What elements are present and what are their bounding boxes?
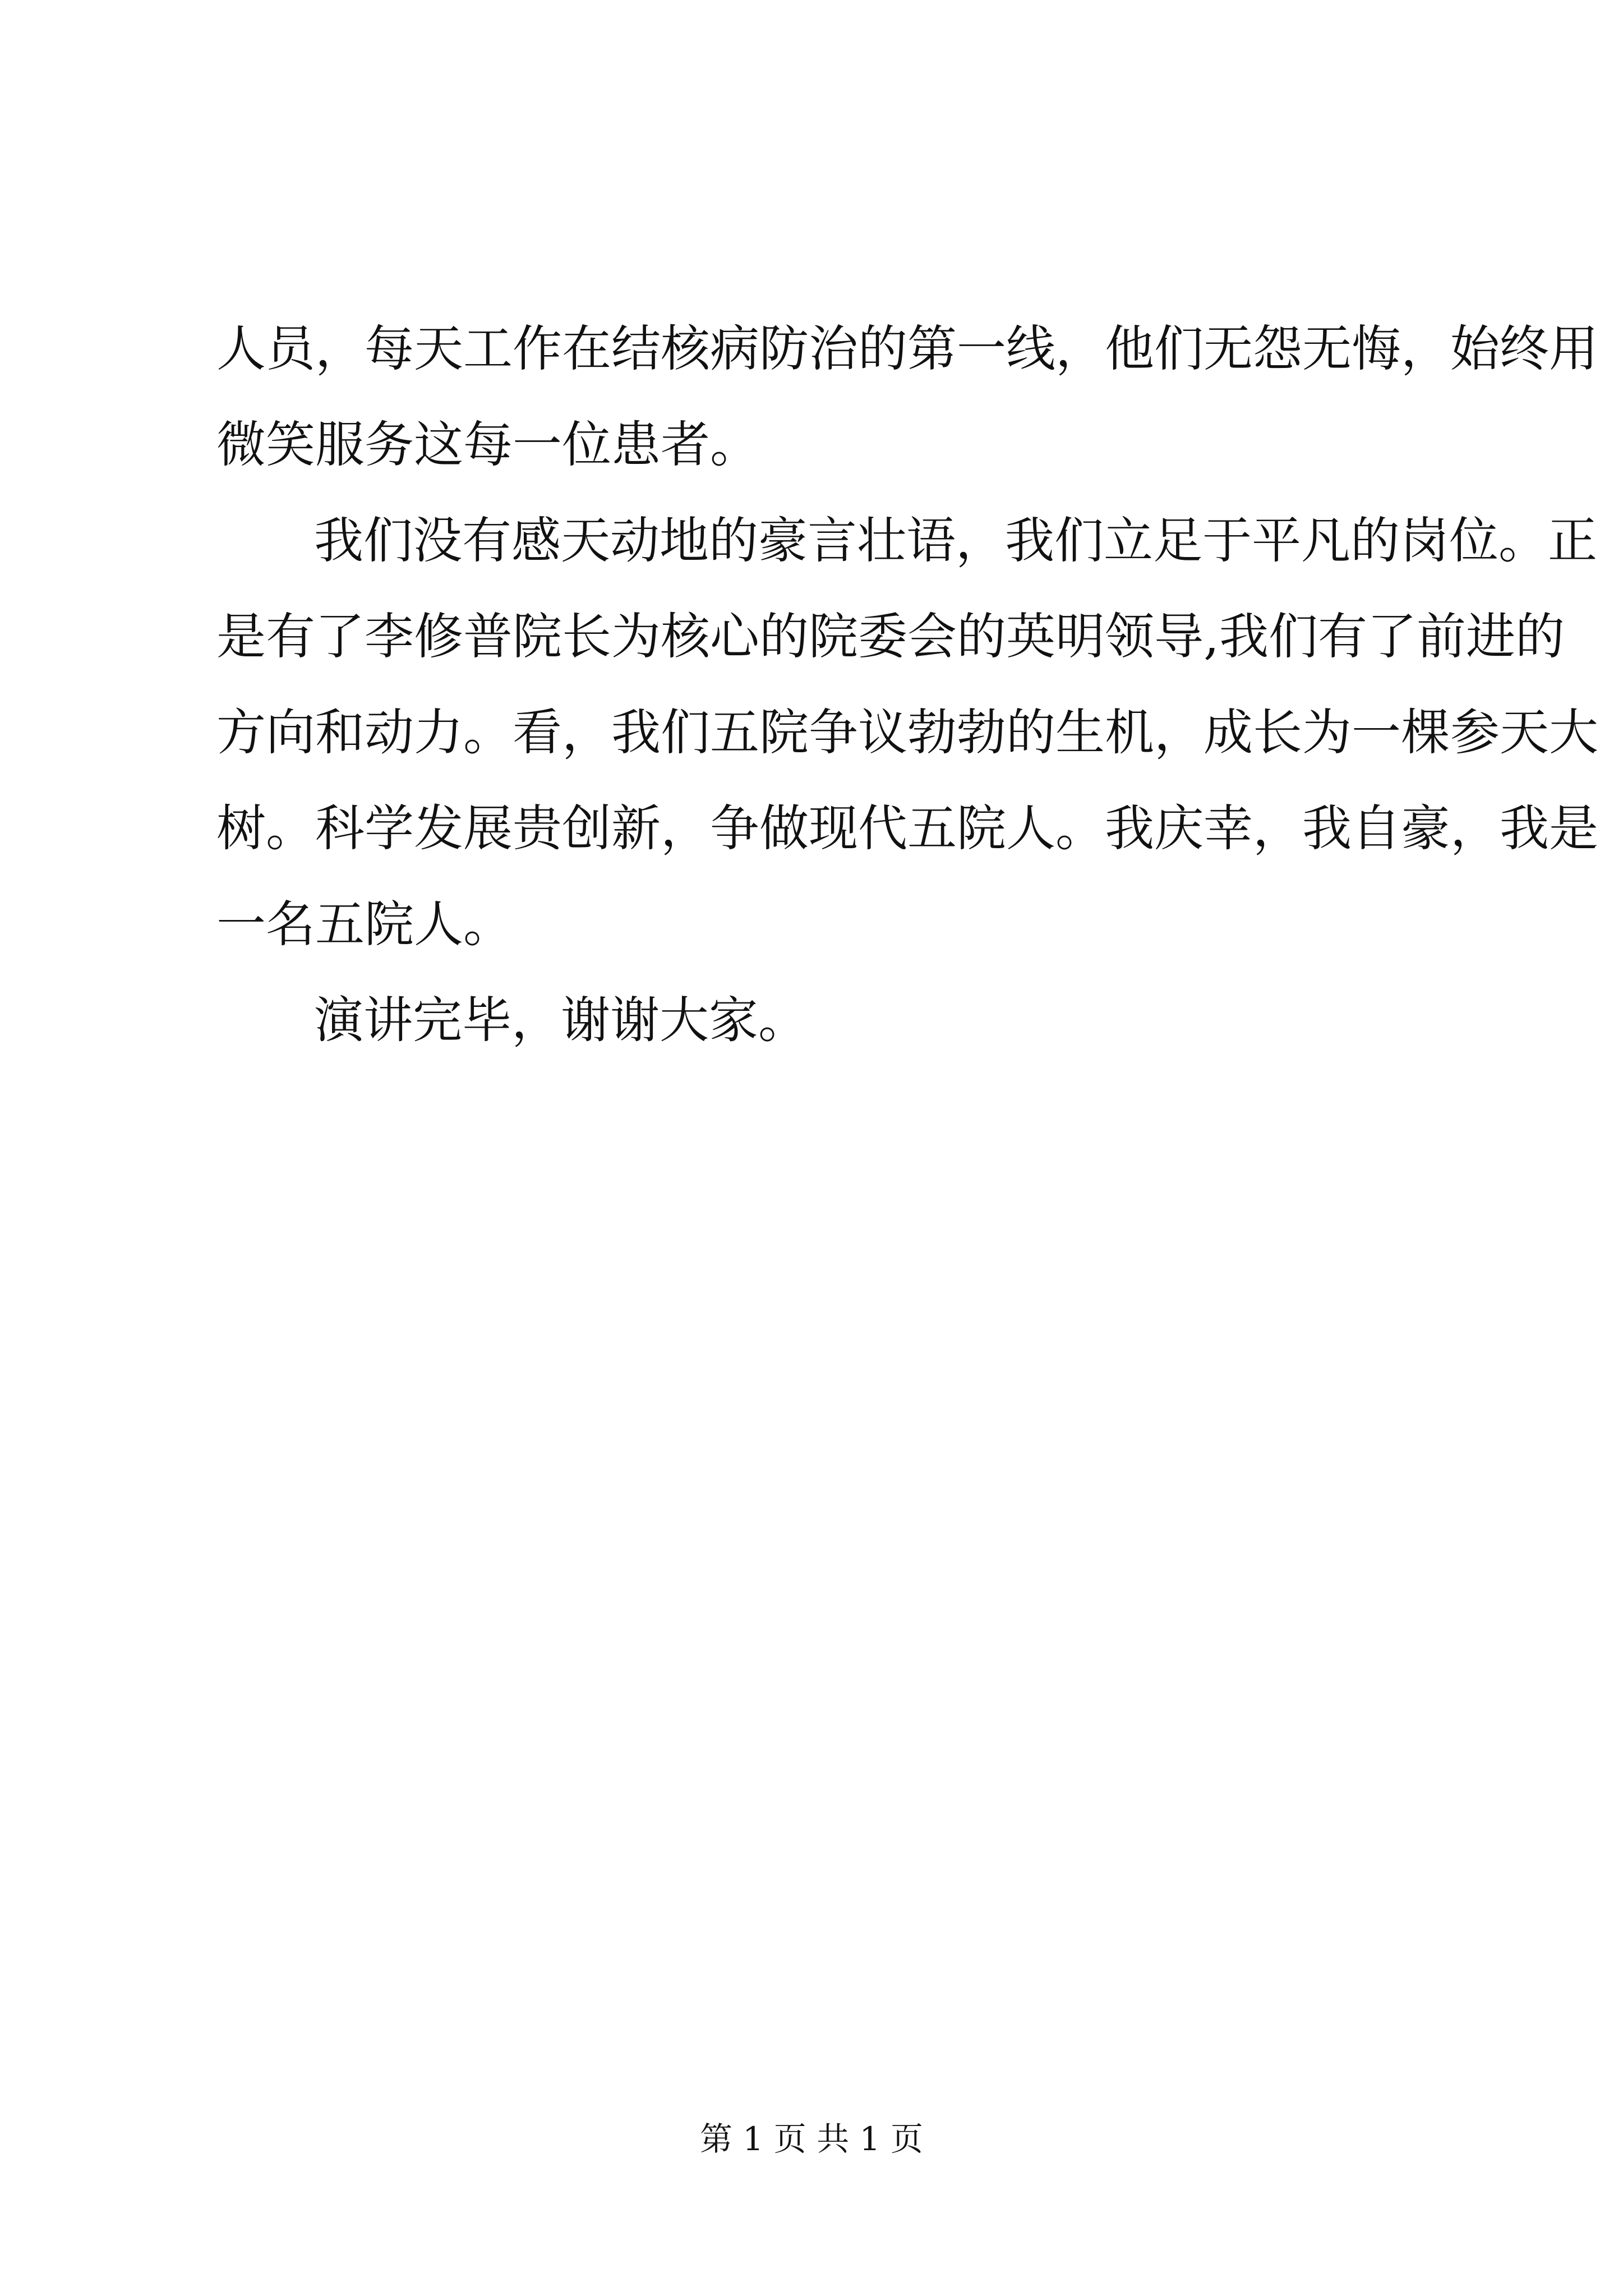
- page-footer: [0, 2119, 1623, 2159]
- page-number: 第 1 页 共 1 页: [700, 2120, 923, 2158]
- text-line: 方向和动力。看，我们五院争议勃勃的生机，成长为一棵参天大: [216, 703, 1599, 761]
- document-body: [216, 301, 1599, 1068]
- text-line: 我们没有感天动地的豪言壮语，我们立足于平凡的岗位。正: [314, 512, 1598, 569]
- paragraph: [216, 493, 1599, 972]
- text-line: 人员，每天工作在结核病防治的第一线，他们无怨无悔，始终用: [216, 320, 1599, 378]
- paragraph: [216, 301, 1599, 493]
- paragraph: [216, 972, 1439, 1068]
- text-line: 一名五院人。: [216, 895, 513, 953]
- text-line: 是有了李修普院长为核心的院委会的英明领导,我们有了前进的: [216, 608, 1565, 665]
- text-line: 微笑服务这每一位患者。: [216, 416, 760, 473]
- text-line: 演讲完毕，谢谢大家。: [314, 991, 808, 1049]
- text-line: 树。科学发展贵创新，争做现代五院人。我庆幸，我自豪，我是: [216, 799, 1599, 857]
